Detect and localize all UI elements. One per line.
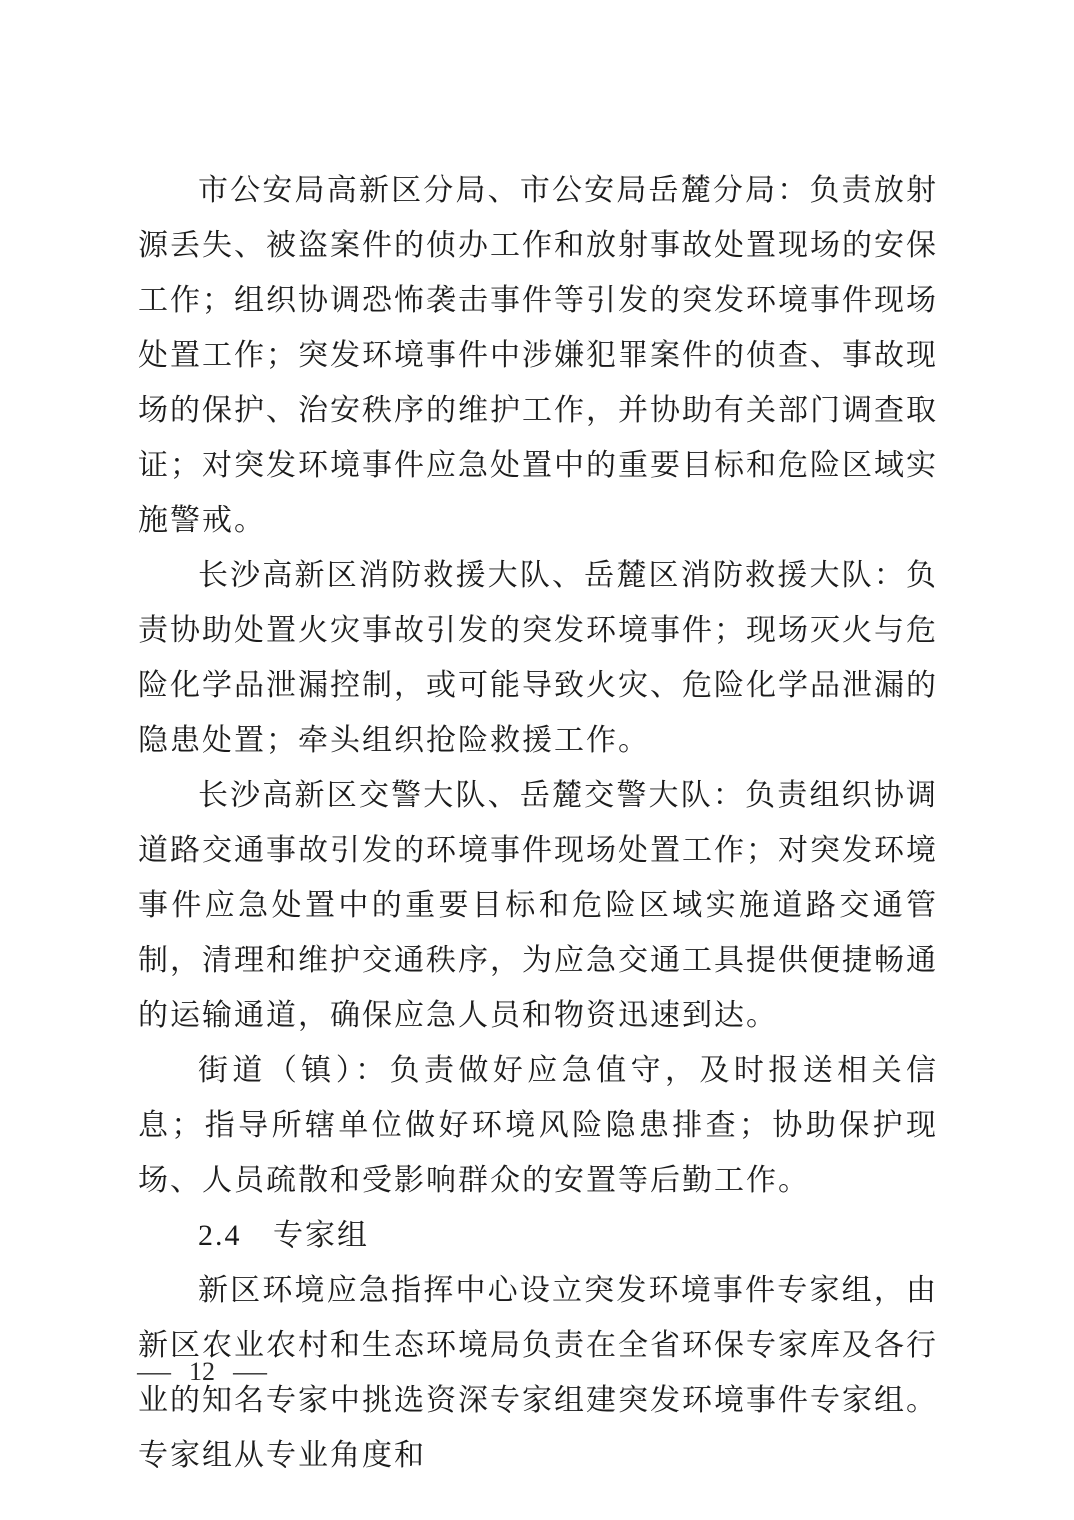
section-heading-2-4 [138,1208,938,1263]
paragraph-subdistricts-towns: 街道（镇）：负责做好应急值守，及时报送相关信息；指导所辖单位做好环境风险隐患排查；协助保护现场、人员疏散和受影响群众的安置等后勤工作。 [138,1054,938,1197]
page-footer [137,1352,267,1392]
footer-right-dash: — [233,1357,267,1386]
page-number: 12 [189,1357,215,1386]
section-number: 2.4 [198,1219,242,1252]
section-title: 专家组 [273,1219,369,1252]
paragraph-public-security-bureaus: 市公安局高新区分局、市公安局岳麓分局：负责放射源丢失、被盗案件的侦办工作和放射事故处置现场的安保工作；组织协调恐怖袭击事件等引发的突发环境事件现场处置工作；突发环境事件中涉嫌犯罪案件的侦查、事故现场的保护、治安秩序的维护工作，并协助有关部门调查取证；对突发环境事件应急处置中的重要目标和危险区域实施警戒。 [138,174,938,537]
footer-left-dash: — [137,1357,171,1386]
paragraph-expert-group-setup: 新区环境应急指挥中心设立突发环境事件专家组，由新区农业农村和生态环境局负责在全省环保专家库及各行业的知名专家中挑选资深专家组建突发环境事件专家组。专家组从专业角度和 [138,1274,938,1472]
document-body [138,163,938,1483]
paragraph-traffic-police-brigades: 长沙高新区交警大队、岳麓交警大队：负责组织协调道路交通事故引发的环境事件现场处置工作；对突发环境事件应急处置中的重要目标和危险区域实施道路交通管制，清理和维护交通秩序，为应急交通工具提供便捷畅通的运输通道，确保应急人员和物资迅速到达。 [138,779,938,1032]
paragraph-fire-rescue-brigades: 长沙高新区消防救援大队、岳麓区消防救援大队：负责协助处置火灾事故引发的突发环境事件；现场灭火与危险化学品泄漏控制，或可能导致火灾、危险化学品泄漏的隐患处置；牵头组织抢险救援工作。 [138,559,938,757]
